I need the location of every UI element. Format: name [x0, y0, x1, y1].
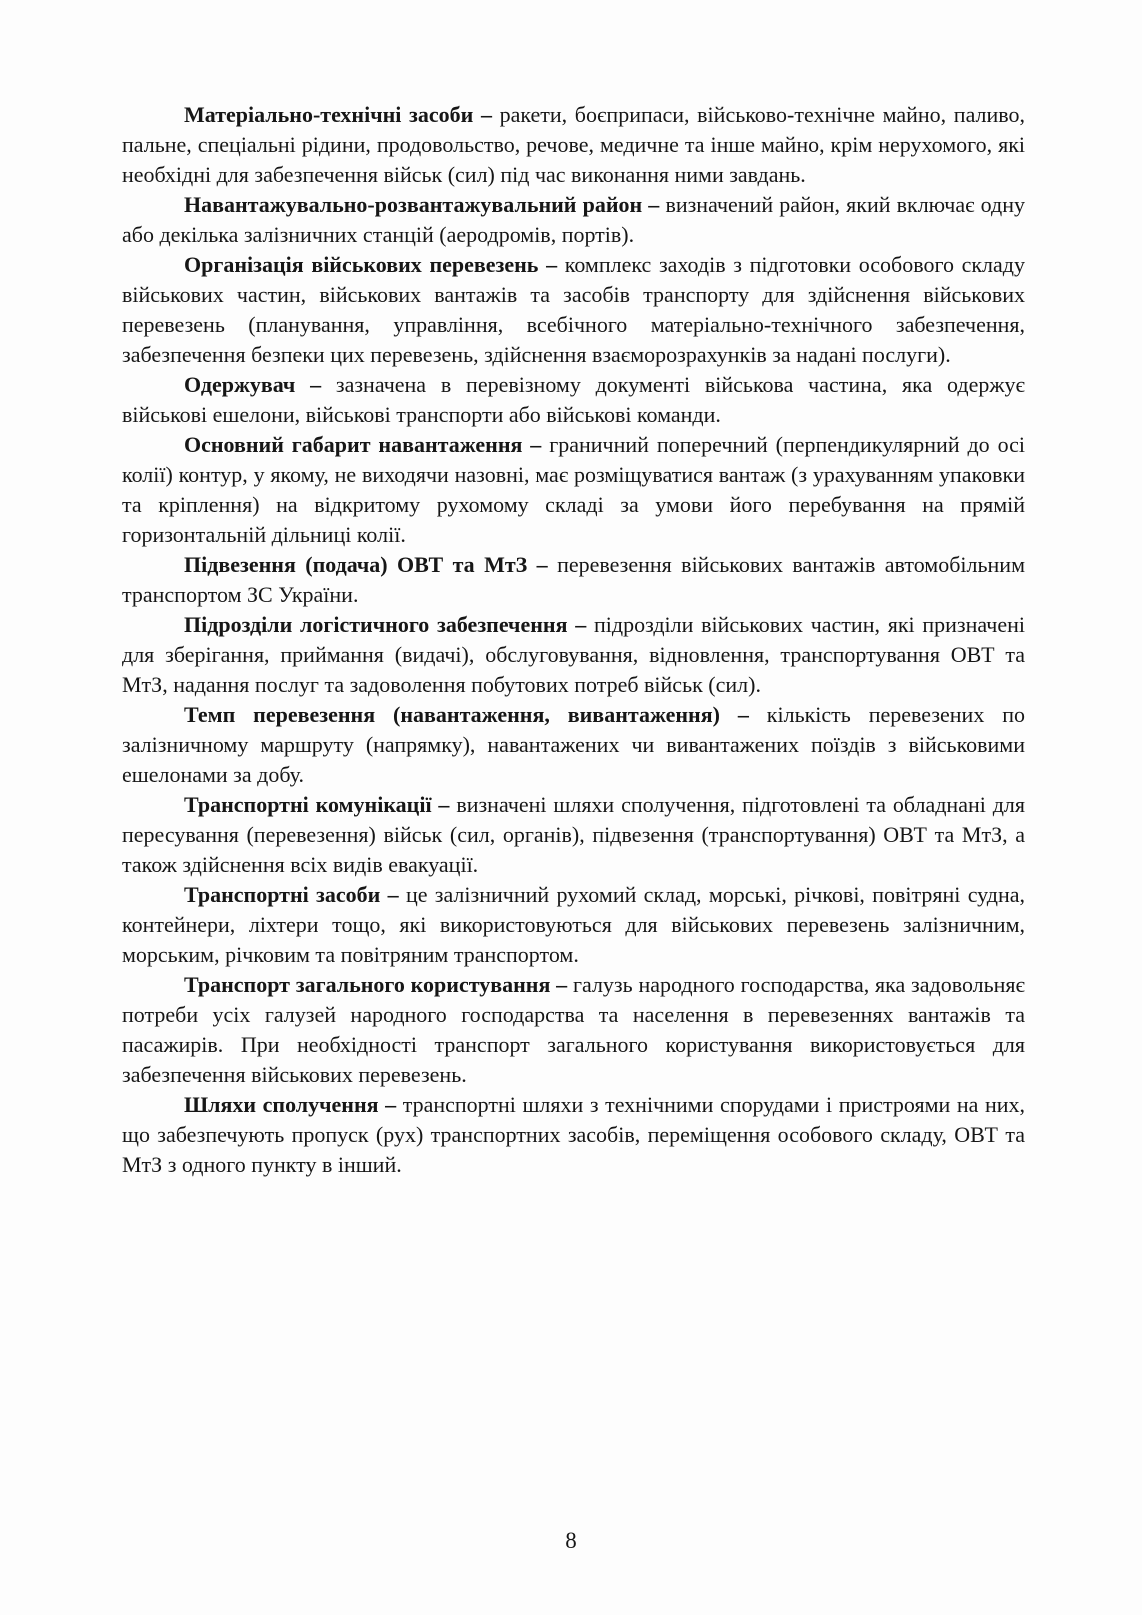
- glossary-term: Транспортні засоби –: [184, 882, 399, 907]
- glossary-term: Транспорт загального користування –: [184, 972, 568, 997]
- glossary-term: Підвезення (подача) ОВТ та МтЗ –: [184, 552, 548, 577]
- glossary-entry: [122, 430, 1025, 550]
- glossary-entry: [122, 970, 1025, 1090]
- glossary-term: Навантажувально-розвантажувальний район –: [184, 192, 660, 217]
- glossary-definition: транспортні шляхи з технічними спорудами і пристроями на них, що забезпечують пропуск (рух) транспортних засобів, переміщення особового складу, ОВТ та МтЗ з одного пункту в інший.: [122, 1092, 1026, 1177]
- glossary-definition: комплекс заходів з підготовки особового складу військових частин, військових вантажів та засобів транспорту для здійснення військових перевезень (планування, управління, всебічного матеріально-технічного забезпечення, забезпечення безпеки цих перевезень, здійснення взаєморозрахунків за надані послуги).: [122, 252, 1025, 367]
- glossary-definition: ракети, боєприпаси, військово-технічне майно, паливо, пальне, спеціальні рідини, продовольство, речове, медичне та інше майно, крім нерухомого, які необхідні для забезпечення військ (сил) під час виконання ними завдань.: [122, 102, 1026, 187]
- glossary-term: Організація військових перевезень –: [184, 252, 558, 277]
- glossary-definition: це залізничний рухомий склад, морські, річкові, повітряні судна, контейнери, ліхтери тощо, які використовуються для військових перевезень залізничним, морським, річковим та повітряним транспортом.: [122, 882, 1026, 967]
- glossary-definition: граничний поперечний (перпендикулярний до осі колії) контур, у якому, не виходячи назовні, має розміщуватися вантаж (з урахуванням упаковки та кріплення) на відкритому рухомому складі за умови його перебування на прямій горизонтальній дільниці колії.: [122, 432, 1026, 547]
- glossary-term: Темп перевезення (навантаження, вивантаження) –: [184, 702, 749, 727]
- glossary-entry: [122, 610, 1025, 700]
- glossary-entry: [122, 880, 1025, 970]
- glossary-entry: [122, 100, 1025, 190]
- glossary-entry: [122, 700, 1025, 790]
- glossary-entry: [122, 790, 1025, 880]
- glossary-definition: кількість перевезених по залізничному маршруту (напрямку), навантажених чи вивантажених поїздів з військовими ешелонами за добу.: [122, 702, 1026, 787]
- glossary-term: Матеріально-технічні засоби –: [184, 102, 492, 127]
- glossary-entry: [122, 370, 1025, 430]
- glossary-definition: визначені шляхи сполучення, підготовлені та обладнані для пересування (перевезення) військ (сил, органів), підвезення (транспортування) ОВТ та МтЗ, а також здійснення всіх видів евакуації.: [122, 792, 1025, 877]
- glossary-term: Одержувач –: [184, 372, 322, 397]
- glossary-term: Основний габарит навантаження –: [184, 432, 542, 457]
- glossary-definition: підрозділи військових частин, які призначені для зберігання, приймання (видачі), обслуговування, відновлення, транспортування ОВТ та МтЗ, надання послуг та задоволення побутових потреб військ (сил).: [122, 612, 1025, 697]
- page-content: [122, 100, 1025, 1180]
- glossary-definition: визначений район, який включає одну або декілька залізничних станцій (аеродромів, портів).: [122, 192, 1025, 247]
- glossary-entry: [122, 250, 1025, 370]
- glossary-entry: [122, 190, 1025, 250]
- glossary-entry: [122, 1090, 1025, 1180]
- glossary-definition: галузь народного господарства, яка задовольняє потреби усіх галузей народного господарства та населення в перевезеннях вантажів та пасажирів. При необхідності транспорт загального користування використовується для забезпечення військових перевезень.: [122, 972, 1025, 1087]
- glossary-definition: перевезення військових вантажів автомобільним транспортом ЗС України.: [122, 552, 1025, 607]
- glossary-term: Шляхи сполучення –: [184, 1092, 397, 1117]
- glossary-definition: зазначена в перевізному документі військова частина, яка одержує військові ешелони, військові транспорти або військові команди.: [122, 372, 1025, 427]
- glossary-term: Підрозділи логістичного забезпечення –: [184, 612, 587, 637]
- glossary-term: Транспортні комунікації –: [184, 792, 450, 817]
- page-number: 8: [565, 1528, 577, 1553]
- glossary-entry: [122, 550, 1025, 610]
